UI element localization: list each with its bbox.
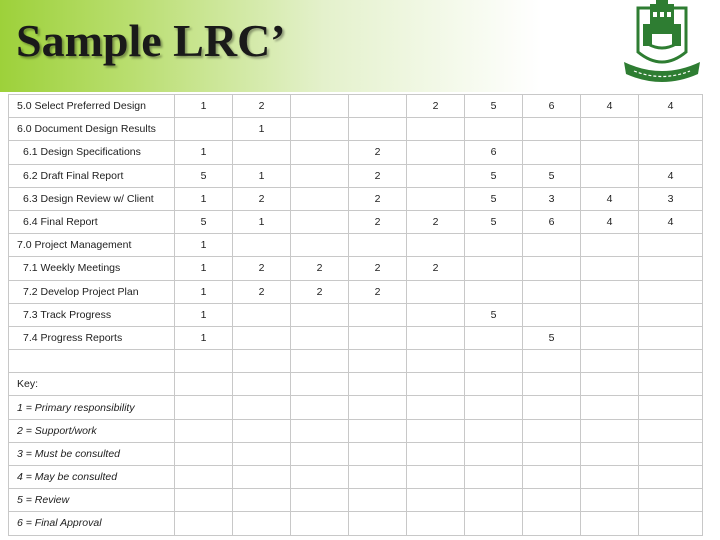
university-crest-icon	[612, 0, 712, 92]
responsibility-cell	[407, 187, 465, 210]
empty-cell	[233, 512, 291, 535]
table-row	[9, 326, 703, 349]
empty-cell	[291, 396, 349, 419]
empty-cell	[291, 512, 349, 535]
task-label: 5.0 Select Preferred Design	[9, 95, 175, 118]
responsibility-cell	[291, 164, 349, 187]
responsibility-cell: 2	[407, 257, 465, 280]
empty-cell	[349, 396, 407, 419]
table-row	[9, 187, 703, 210]
responsibility-cell: 4	[639, 95, 703, 118]
responsibility-cell: 1	[175, 280, 233, 303]
responsibility-cell: 1	[175, 95, 233, 118]
empty-cell	[581, 373, 639, 396]
responsibility-cell	[175, 118, 233, 141]
empty-cell	[639, 466, 703, 489]
responsibility-cell	[465, 326, 523, 349]
empty-cell	[349, 350, 407, 373]
responsibility-cell: 5	[465, 303, 523, 326]
responsibility-cell	[407, 326, 465, 349]
task-label: 6.0 Document Design Results	[9, 118, 175, 141]
key-item: 2 = Support/work	[9, 419, 175, 442]
responsibility-cell: 5	[465, 95, 523, 118]
task-label: 6.2 Draft Final Report	[9, 164, 175, 187]
responsibility-cell	[581, 280, 639, 303]
responsibility-cell: 1	[233, 210, 291, 233]
empty-cell	[175, 489, 233, 512]
empty-cell	[407, 466, 465, 489]
empty-cell	[407, 350, 465, 373]
responsibility-cell	[581, 234, 639, 257]
empty-cell	[407, 489, 465, 512]
empty-cell	[349, 419, 407, 442]
key-row	[9, 419, 703, 442]
responsibility-cell: 2	[349, 164, 407, 187]
empty-cell	[465, 489, 523, 512]
key-row	[9, 442, 703, 465]
responsibility-cell: 5	[523, 164, 581, 187]
responsibility-cell	[349, 95, 407, 118]
responsibility-cell	[233, 303, 291, 326]
task-label: 6.1 Design Specifications	[9, 141, 175, 164]
responsibility-cell: 5	[465, 210, 523, 233]
responsibility-cell	[639, 326, 703, 349]
empty-cell	[349, 442, 407, 465]
responsibility-cell: 2	[407, 210, 465, 233]
responsibility-cell: 5	[175, 164, 233, 187]
responsibility-cell	[291, 234, 349, 257]
empty-cell	[407, 442, 465, 465]
key-item: 3 = Must be consulted	[9, 442, 175, 465]
table-row	[9, 164, 703, 187]
responsibility-cell	[291, 326, 349, 349]
task-label: 7.4 Progress Reports	[9, 326, 175, 349]
empty-cell	[523, 396, 581, 419]
responsibility-cell	[523, 118, 581, 141]
task-label: 7.0 Project Management	[9, 234, 175, 257]
responsibility-cell: 1	[233, 164, 291, 187]
empty-cell	[407, 396, 465, 419]
responsibility-cell	[581, 326, 639, 349]
empty-cell	[291, 489, 349, 512]
responsibility-cell	[407, 164, 465, 187]
empty-cell	[349, 489, 407, 512]
empty-cell	[465, 442, 523, 465]
responsibility-cell	[639, 257, 703, 280]
responsibility-cell: 1	[175, 187, 233, 210]
task-label: 6.3 Design Review w/ Client	[9, 187, 175, 210]
empty-cell	[233, 350, 291, 373]
responsibility-cell: 3	[523, 187, 581, 210]
responsibility-cell	[349, 118, 407, 141]
empty-cell	[175, 373, 233, 396]
empty-cell	[639, 512, 703, 535]
empty-cell	[465, 350, 523, 373]
responsibility-cell	[233, 234, 291, 257]
empty-cell	[349, 466, 407, 489]
task-label: 7.1 Weekly Meetings	[9, 257, 175, 280]
responsibility-cell: 6	[523, 95, 581, 118]
responsibility-cell	[639, 141, 703, 164]
responsibility-cell: 6	[523, 210, 581, 233]
empty-cell	[175, 419, 233, 442]
empty-cell	[233, 442, 291, 465]
empty-cell	[581, 350, 639, 373]
table-row	[9, 303, 703, 326]
responsibility-cell: 2	[291, 280, 349, 303]
responsibility-cell	[639, 303, 703, 326]
empty-cell	[407, 419, 465, 442]
key-row	[9, 373, 703, 396]
responsibility-cell: 1	[175, 257, 233, 280]
empty-cell	[465, 512, 523, 535]
responsibility-cell	[291, 95, 349, 118]
responsibility-cell	[233, 326, 291, 349]
empty-cell	[581, 396, 639, 419]
empty-cell	[581, 489, 639, 512]
empty-cell	[465, 373, 523, 396]
empty-cell	[175, 350, 233, 373]
empty-cell	[291, 419, 349, 442]
empty-cell	[465, 396, 523, 419]
key-row	[9, 396, 703, 419]
responsibility-cell: 2	[233, 280, 291, 303]
responsibility-cell	[407, 141, 465, 164]
responsibility-cell: 2	[349, 187, 407, 210]
responsibility-cell: 6	[465, 141, 523, 164]
empty-cell	[175, 512, 233, 535]
empty-cell	[349, 512, 407, 535]
empty-cell	[233, 489, 291, 512]
responsibility-cell: 3	[639, 187, 703, 210]
empty-cell	[581, 419, 639, 442]
empty-cell	[465, 466, 523, 489]
responsibility-cell	[581, 118, 639, 141]
key-row	[9, 489, 703, 512]
responsibility-cell	[581, 164, 639, 187]
responsibility-cell	[581, 141, 639, 164]
key-title: Key:	[9, 373, 175, 396]
key-row	[9, 466, 703, 489]
responsibility-cell	[291, 303, 349, 326]
responsibility-cell: 2	[233, 95, 291, 118]
responsibility-cell	[523, 141, 581, 164]
key-item: 6 = Final Approval	[9, 512, 175, 535]
responsibility-cell: 2	[291, 257, 349, 280]
empty-cell	[523, 373, 581, 396]
empty-cell	[639, 373, 703, 396]
responsibility-cell	[407, 234, 465, 257]
responsibility-cell	[523, 257, 581, 280]
responsibility-cell: 2	[349, 257, 407, 280]
responsibility-cell	[349, 326, 407, 349]
table-row	[9, 210, 703, 233]
empty-cell	[523, 489, 581, 512]
empty-cell	[639, 442, 703, 465]
table-row	[9, 118, 703, 141]
empty-cell	[523, 419, 581, 442]
empty-cell	[349, 373, 407, 396]
key-item: 1 = Primary responsibility	[9, 396, 175, 419]
responsibility-cell	[291, 118, 349, 141]
empty-cell	[639, 350, 703, 373]
empty-cell	[581, 466, 639, 489]
responsibility-cell	[349, 234, 407, 257]
empty-cell	[233, 466, 291, 489]
responsibility-cell	[233, 141, 291, 164]
table-row	[9, 141, 703, 164]
responsibility-cell: 1	[175, 234, 233, 257]
slide-title: Sample LRC’	[16, 15, 286, 66]
empty-cell	[175, 466, 233, 489]
responsibility-cell	[465, 234, 523, 257]
responsibility-cell: 4	[581, 187, 639, 210]
empty-cell	[233, 419, 291, 442]
responsibility-cell: 2	[407, 95, 465, 118]
empty-cell	[639, 419, 703, 442]
empty-cell	[291, 373, 349, 396]
responsibility-cell: 4	[581, 95, 639, 118]
empty-cell	[233, 373, 291, 396]
responsibility-cell: 1	[175, 141, 233, 164]
responsibility-cell	[407, 118, 465, 141]
responsibility-cell: 1	[233, 118, 291, 141]
responsibility-cell	[291, 210, 349, 233]
responsibility-cell: 5	[465, 164, 523, 187]
responsibility-cell	[523, 234, 581, 257]
responsibility-cell: 2	[349, 141, 407, 164]
responsibility-cell	[581, 303, 639, 326]
responsibility-cell	[523, 303, 581, 326]
responsibility-cell	[291, 141, 349, 164]
responsibility-cell: 2	[233, 257, 291, 280]
key-item: 4 = May be consulted	[9, 466, 175, 489]
responsibility-cell: 4	[639, 164, 703, 187]
responsibility-cell	[465, 118, 523, 141]
spacer-cell	[9, 350, 175, 373]
responsibility-cell	[639, 118, 703, 141]
responsibility-cell: 2	[233, 187, 291, 210]
responsibility-cell: 1	[175, 326, 233, 349]
table-row	[9, 280, 703, 303]
table-row	[9, 257, 703, 280]
empty-cell	[291, 466, 349, 489]
responsibility-cell	[407, 303, 465, 326]
responsibility-cell	[581, 257, 639, 280]
empty-cell	[233, 396, 291, 419]
responsibility-cell	[349, 303, 407, 326]
responsibility-cell: 4	[639, 210, 703, 233]
empty-cell	[175, 396, 233, 419]
responsibility-cell	[523, 280, 581, 303]
responsibility-cell: 4	[581, 210, 639, 233]
key-row	[9, 350, 703, 373]
empty-cell	[523, 466, 581, 489]
empty-cell	[175, 442, 233, 465]
responsibility-cell	[407, 280, 465, 303]
responsibility-cell	[639, 234, 703, 257]
task-label: 6.4 Final Report	[9, 210, 175, 233]
responsibility-cell: 5	[175, 210, 233, 233]
responsibility-cell: 5	[523, 326, 581, 349]
responsibility-cell: 5	[465, 187, 523, 210]
responsibility-cell	[465, 257, 523, 280]
empty-cell	[523, 442, 581, 465]
empty-cell	[407, 373, 465, 396]
empty-cell	[465, 419, 523, 442]
table-row	[9, 95, 703, 118]
key-item: 5 = Review	[9, 489, 175, 512]
empty-cell	[291, 350, 349, 373]
responsibility-cell: 2	[349, 210, 407, 233]
empty-cell	[639, 489, 703, 512]
task-label: 7.2 Develop Project Plan	[9, 280, 175, 303]
empty-cell	[523, 350, 581, 373]
table-row	[9, 234, 703, 257]
empty-cell	[523, 512, 581, 535]
responsibility-cell: 2	[349, 280, 407, 303]
empty-cell	[291, 442, 349, 465]
responsibility-cell	[465, 280, 523, 303]
empty-cell	[581, 442, 639, 465]
empty-cell	[581, 512, 639, 535]
lrc-table	[8, 94, 703, 536]
responsibility-cell	[291, 187, 349, 210]
key-row	[9, 512, 703, 535]
empty-cell	[639, 396, 703, 419]
empty-cell	[407, 512, 465, 535]
responsibility-cell	[639, 280, 703, 303]
responsibility-cell: 1	[175, 303, 233, 326]
task-label: 7.3 Track Progress	[9, 303, 175, 326]
